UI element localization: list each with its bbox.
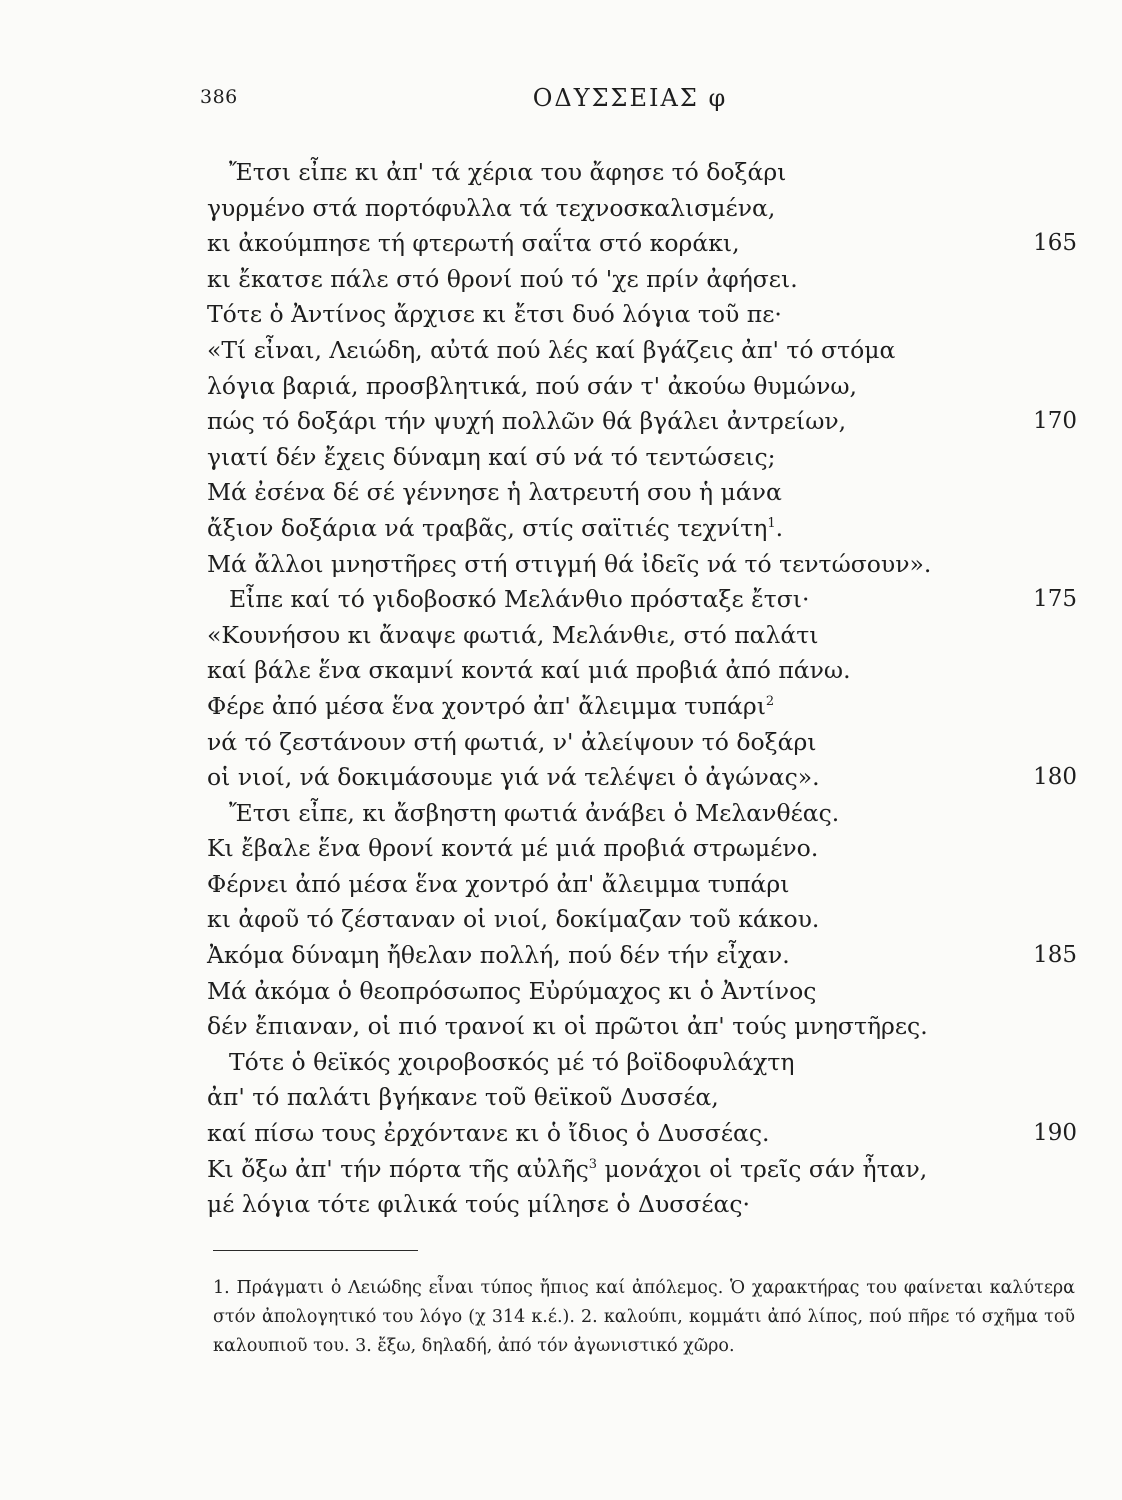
verse-text-main: Φέρνει ἀπό μέσα ἕνα χοντρό ἀπ' ἄλειμμα τυπάρι xyxy=(207,869,790,898)
verse-text-main: «Τί εἶναι, Λειώδη, αὐτά πού λές καί βγάζεις ἀπ' τό στόμα xyxy=(207,335,896,364)
verse-text xyxy=(207,475,782,511)
verse-text xyxy=(207,618,819,654)
verse-text xyxy=(207,369,857,405)
verse-line xyxy=(207,155,1077,191)
verse-line xyxy=(207,831,1077,867)
verse-text-main: καί βάλε ἕνα σκαμνί κοντά καί μιά προβιά ἀπό πάνω. xyxy=(207,656,851,685)
verse-text-main: κι ἀκούμπησε τή φτερωτή σαΐτα στό κοράκι, xyxy=(207,229,740,258)
verse-line xyxy=(207,191,1077,227)
verse-line xyxy=(207,1152,1077,1188)
verse-line xyxy=(207,653,1077,689)
verse-text xyxy=(207,1116,770,1152)
verse-line xyxy=(207,689,1077,725)
verse-line xyxy=(207,1045,1077,1081)
verse-text-main: γιατί δέν ἔχεις δύναμη καί σύ νά τό τεντώσεις; xyxy=(207,442,776,471)
verse-text-main: γυρμένο στά πορτόφυλλα τά τεχνοσκαλισμένα, xyxy=(207,193,776,222)
verse-text xyxy=(207,831,818,867)
verse-text-main: ἄξιον δοξάρια νά τραβᾶς, στίς σαϊτιές τεχνίτη xyxy=(207,513,768,542)
verse-text xyxy=(207,1009,928,1045)
verse-text xyxy=(207,155,786,191)
footnote-marker: 1 xyxy=(767,515,776,531)
verse-line xyxy=(207,404,1077,440)
footnotes: 1. Πράγματι ὁ Λειώδης εἶναι τύπος ἤπιος καί ἀπόλεμος. Ὁ χαρακτήρας του φαίνεται καλύτερα στόν ἀπολογητικό του λόγο (χ 314 κ.έ.). 2. καλούπι, κομμάτι ἀπό λίπος, πού πῆρε τό σχῆμα τοῦ καλουπιοῦ του. 3. ἔξω, δηλαδή, ἀπό τόν ἀγωνιστικό χῶρο. xyxy=(213,1278,1075,1356)
line-number: 175 xyxy=(1033,586,1077,613)
verse-text-main: Ἔτσι εἶπε κι ἀπ' τά χέρια του ἄφησε τό δοξάρι xyxy=(229,158,787,186)
verse-line xyxy=(207,938,1077,974)
verse-line xyxy=(207,440,1077,476)
verse-text-main: ἀπ' τό παλάτι βγήκανε τοῦ θεϊκοῦ Δυσσέα, xyxy=(207,1083,719,1112)
verse-text xyxy=(207,333,895,369)
verse-line xyxy=(207,796,1077,832)
verse-text-main: Εἶπε καί τό γιδοβοσκό Μελάνθιο πρόσταξε ἔτσι· xyxy=(229,585,810,614)
verse-text xyxy=(207,582,809,618)
verse-text-main: Φέρε ἀπό μέσα ἕνα χοντρό ἀπ' ἄλειμμα τυπάρι xyxy=(207,691,766,720)
line-number: 185 xyxy=(1033,942,1077,969)
verse-line xyxy=(207,618,1077,654)
verse-line xyxy=(207,1187,1077,1223)
footnote-marker: 3 xyxy=(588,1156,598,1172)
verse-text-main: πώς τό δοξάρι τήν ψυχή πολλῶν θά βγάλει ἀντρείων, xyxy=(207,407,847,436)
verse-text xyxy=(207,902,819,938)
verse-text xyxy=(207,404,846,440)
verse-text-main: Μά ἀκόμα ὁ θεοπρόσωπος Εὐρύμαχος κι ὁ Ἀντίνος xyxy=(207,976,817,1005)
verse-text-main: Τότε ὁ θεϊκός χοιροβοσκός μέ τό βοϊδοφυλάχτη xyxy=(229,1047,795,1076)
verse-line xyxy=(207,226,1077,262)
verse-text-main: δέν ἔπιαναν, οἱ πιό τρανοί κι οἱ πρῶτοι ἀπ' τούς μνηστῆρες. xyxy=(207,1012,928,1041)
verse-text xyxy=(207,760,820,796)
verse-line xyxy=(207,297,1077,333)
verse-line xyxy=(207,1009,1077,1045)
verse-text-main: Ἔτσι εἶπε, κι ἄσβηστη φωτιά ἀνάβει ὁ Μελανθέας. xyxy=(229,798,840,827)
verse-line xyxy=(207,902,1077,938)
verse-text-main: Ἀκόμα δύναμη ἤθελαν πολλή, πού δέν τήν εἶχαν. xyxy=(207,941,790,970)
page-number: 386 xyxy=(200,86,238,108)
verse-text xyxy=(207,547,931,583)
verse-text xyxy=(207,1152,927,1188)
footnote-marker: 2 xyxy=(765,693,775,709)
verse-text-main: Μά ἐσένα δέ σέ γέννησε ἡ λατρευτή σου ἡ μάνα xyxy=(207,478,782,507)
verse-text-main: λόγια βαριά, προσβλητικά, πού σάν τ' ἀκούω θυμώνω, xyxy=(207,371,858,400)
verse-text-main: νά τό ζεστάνουν στή φωτιά, ν' ἀλείψουν τό δοξάρι xyxy=(207,727,817,756)
line-number: 180 xyxy=(1033,764,1077,791)
verse-text xyxy=(207,226,740,262)
line-number: 190 xyxy=(1033,1120,1077,1147)
verse-text-tail: μονάχοι οἱ τρεῖς σάν ἦταν, xyxy=(597,1154,928,1183)
verse-line xyxy=(207,262,1077,298)
verse-text-main: Τότε ὁ Ἀντίνος ἄρχισε κι ἔτσι δυό λόγια τοῦ πε· xyxy=(207,300,782,329)
verse-text xyxy=(207,653,851,689)
verse-text-main: Κι ὄξω ἀπ' τήν πόρτα τῆς αὐλῆς xyxy=(207,1154,589,1183)
verse-line xyxy=(207,333,1077,369)
verse-text xyxy=(207,297,782,333)
verse-text-main: οἱ νιοί, νά δοκιμάσουμε γιά νά τελέψει ὁ ἀγώνας». xyxy=(207,763,820,792)
verse-line xyxy=(207,1116,1077,1152)
verse-text-main: Μά ἄλλοι μνηστῆρες στή στιγμή θά ἰδεῖς νά τό τεντώσουν». xyxy=(207,549,932,578)
verse-text xyxy=(207,1187,750,1223)
verse-text-main: Κι ἔβαλε ἕνα θρονί κοντά μέ μιά προβιά στρωμένο. xyxy=(207,834,819,863)
verse-text xyxy=(207,725,817,761)
line-number: 165 xyxy=(1033,230,1077,257)
verse-line xyxy=(207,1080,1077,1116)
verse-text xyxy=(207,191,775,227)
running-title: ΟΔΥΣΣΕΙΑΣ φ xyxy=(532,84,728,112)
line-number: 170 xyxy=(1033,408,1077,435)
verse-text-main: κι ἀφοῦ τό ζέσταναν οἱ νιοί, δοκίμαζαν τοῦ κάκου. xyxy=(207,905,820,934)
verse-line xyxy=(207,511,1077,547)
verse-text xyxy=(207,867,789,903)
footnote-divider xyxy=(213,1250,418,1251)
verse-line xyxy=(207,582,1077,618)
verse-text-main: καί πίσω τους ἐρχόντανε κι ὁ ἴδιος ὁ Δυσσέας. xyxy=(207,1119,770,1148)
verse-text xyxy=(207,689,774,725)
verse-text xyxy=(207,440,776,476)
verse-text xyxy=(207,262,798,298)
poem-body xyxy=(207,155,1077,1223)
verse-text xyxy=(207,938,790,974)
verse-text xyxy=(207,511,783,547)
verse-text xyxy=(207,1045,795,1081)
verse-text-main: κι ἔκατσε πάλε στό θρονί πού τό 'χε πρίν ἀφήσει. xyxy=(207,264,798,293)
verse-line xyxy=(207,867,1077,903)
verse-text-main: «Κουνήσου κι ἄναψε φωτιά, Μελάνθιε, στό παλάτι xyxy=(207,620,819,649)
verse-text xyxy=(207,1080,719,1116)
verse-line xyxy=(207,547,1077,583)
verse-line xyxy=(207,369,1077,405)
verse-text-tail: . xyxy=(775,513,784,542)
verse-line xyxy=(207,475,1077,511)
verse-text xyxy=(207,796,839,832)
verse-text xyxy=(207,974,816,1010)
verse-text-main: μέ λόγια τότε φιλικά τούς μίλησε ὁ Δυσσέας· xyxy=(207,1190,751,1219)
verse-line xyxy=(207,725,1077,761)
verse-line xyxy=(207,760,1077,796)
verse-line xyxy=(207,974,1077,1010)
